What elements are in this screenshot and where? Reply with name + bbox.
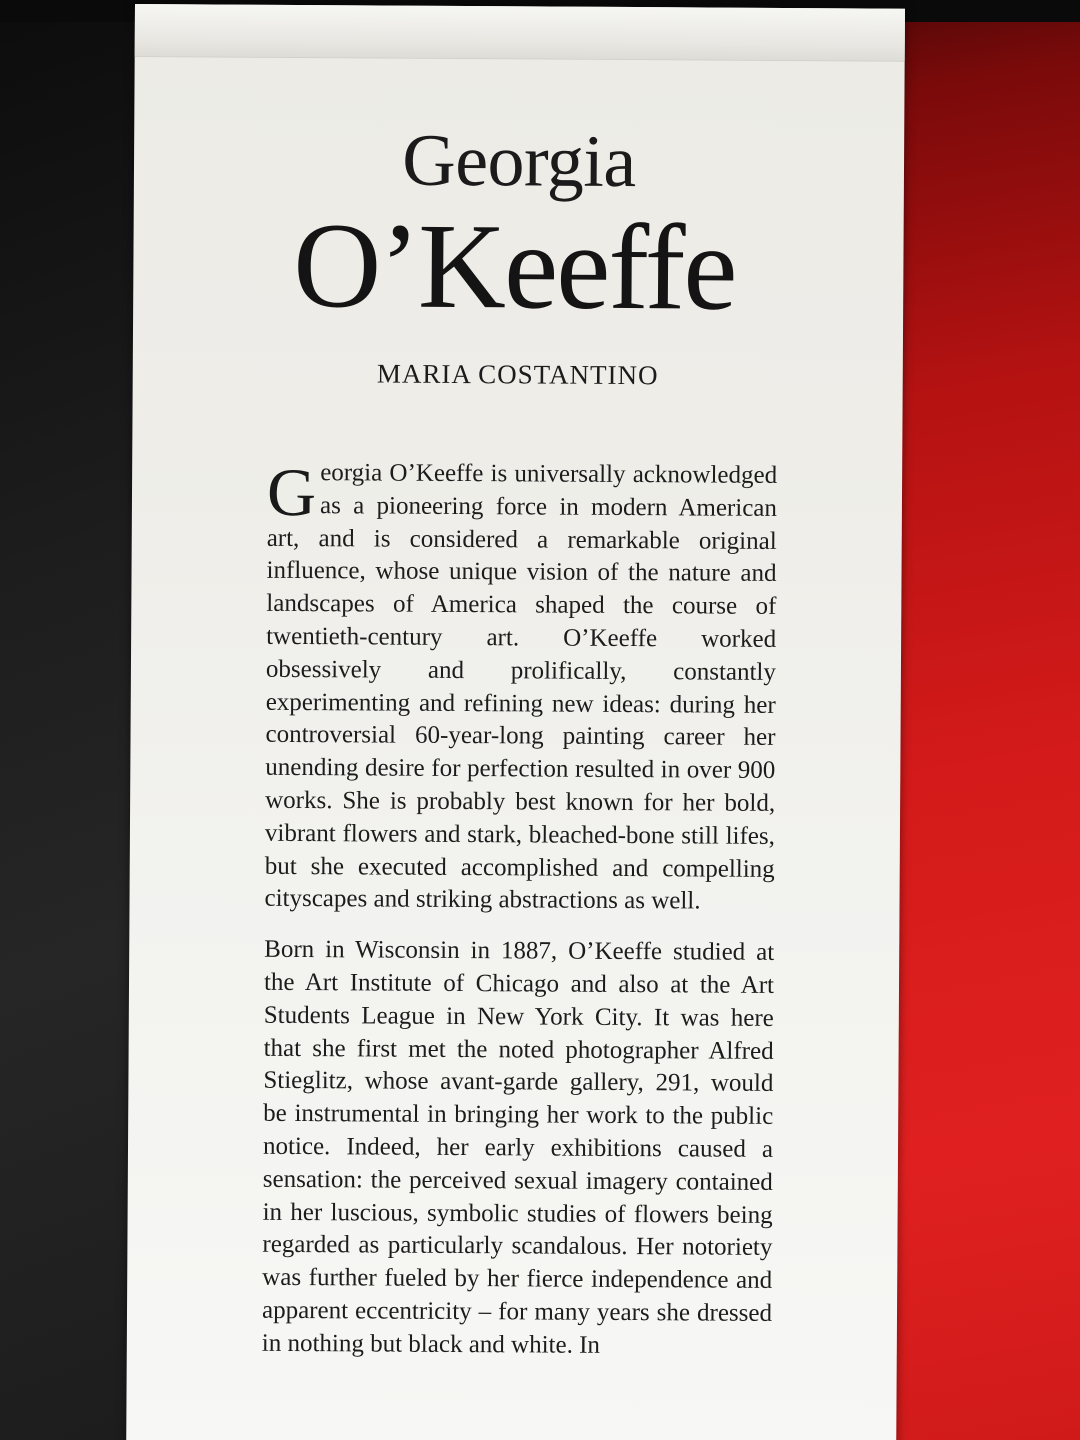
- title-first-name: Georgia: [402, 119, 637, 204]
- paragraph-2: Born in Wisconsin in 1887, O’Keeffe studied at the Art Institute of Chicago and also at the Art Students League in New York City. It was here that she first met the noted photographer Alfred Stieglitz, whose avant-garde gallery, 291, would be instrumental in bringing her work to the public notice. Indeed, her early exhibitions caused a sensation: the perceived sexual imagery contained in her luscious, symbolic studies of flowers being regarded as particularly scandalous. Her notoriety was further fueled by her fierce independence and apparent eccentricity – for many years she dressed in nothing but black and white. In: [261, 935, 775, 1359]
- flap-copy: [261, 453, 778, 1364]
- book-title: [133, 119, 904, 336]
- title-last-name: O’Keeffe: [292, 197, 736, 336]
- paragraph-1: [264, 453, 778, 919]
- drop-cap: G: [266, 453, 317, 531]
- book-jacket-flap: [126, 4, 905, 1440]
- paragraph-1-text: eorgia O’Keeffe is universally acknowledged as a pioneering force in modern American art, and is considered a remarkable original influence, whose unique vision of the nature and landscapes of America shaped the course of twentieth-century art. O’Keeffe worked obsessively and prolifically, constantly experimenting and refining new ideas: during her controversial 60-year-long painting career her unending desire for perfection resulted in over 900 works. She is probably best known for her bold, vibrant flowers and stark, bleached-bone still lifes, but she executed accomplished and compelling cityscapes and striking abstractions as well.: [264, 459, 778, 915]
- author-name: MARIA COSTANTINO: [376, 358, 659, 391]
- jacket-fold-edge: [135, 4, 905, 62]
